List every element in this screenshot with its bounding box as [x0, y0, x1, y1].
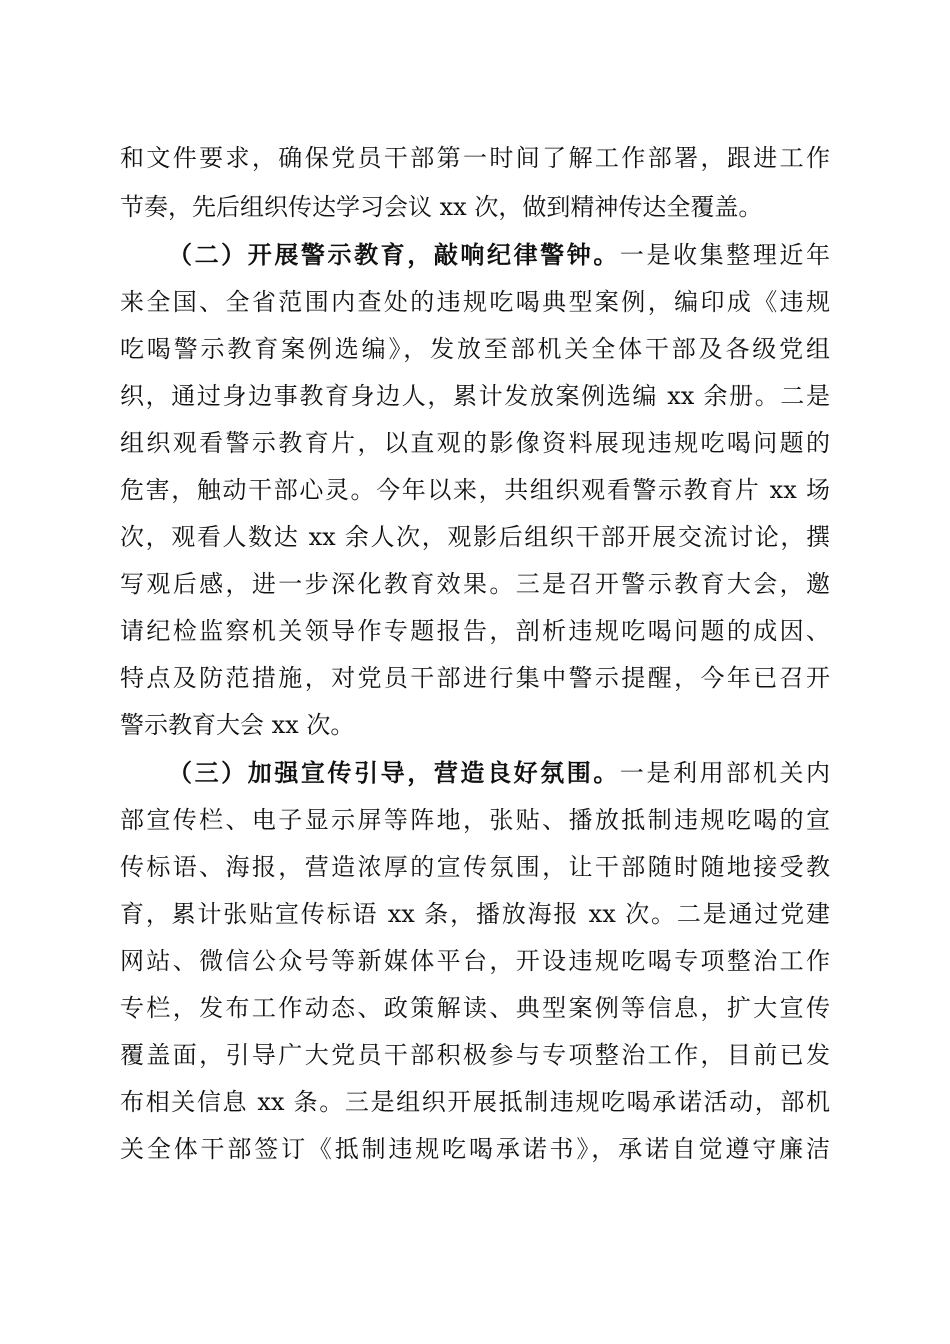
text-line: 关全体干部签订《抵制违规吃喝承诺书》，承诺自觉遵守廉洁 — [120, 1135, 830, 1163]
text-line: 部宣传栏、电子显示屏等阵地，张贴、播放抵制违规吃喝的宣 — [120, 806, 830, 834]
text-line: 布相关信息 xx 条。三是组织开展抵制违规吃喝承诺活动，部机 — [120, 1088, 830, 1116]
text-line: 危害，触动干部心灵。今年以来，共组织观看警示教育片 xx 场 — [120, 476, 830, 504]
text-line: 次，观看人数达 xx 余人次，观影后组织干部开展交流讨论，撰 — [120, 523, 830, 551]
text-run: 一是收集整理近年 — [619, 241, 830, 269]
text-line: 网站、微信公众号等新媒体平台，开设违规吃喝专项整治工作 — [120, 947, 830, 975]
section-heading: （三）加强宣传引导，营造良好氛围。 — [168, 758, 620, 787]
text-line: 织，通过身边事教育身边人，累计发放案例选编 xx 余册。二是 — [120, 382, 830, 410]
paragraph-first-line — [168, 233, 830, 277]
text-line: 警示教育大会 xx 次。 — [120, 711, 355, 739]
text-line: 覆盖面，引导广大党员干部积极参与专项整治工作，目前已发 — [120, 1041, 830, 1069]
text-line: 育，累计张贴宣传标语 xx 条，播放海报 xx 次。二是通过党建 — [120, 900, 830, 928]
text-line: 传标语、海报，营造浓厚的宣传氛围，让干部随时随地接受教 — [120, 853, 830, 881]
section-heading: （二）开展警示教育，敲响纪律警钟。 — [168, 240, 620, 269]
text-line: 写观后感，进一步深化教育效果。三是召开警示教育大会，邀 — [120, 570, 830, 598]
text-line: 和文件要求，确保党员干部第一时间了解工作部署，跟进工作 — [120, 144, 830, 172]
text-run: 一是利用部机关内 — [619, 759, 830, 787]
text-line: 组织观看警示教育片，以直观的影像资料展现违规吃喝问题的 — [120, 429, 830, 457]
text-line: 吃喝警示教育案例选编》，发放至部机关全体干部及各级党组 — [120, 335, 830, 363]
text-line: 来全国、全省范围内查处的违规吃喝典型案例，编印成《违规 — [120, 288, 830, 316]
text-line: 请纪检监察机关领导作专题报告，剖析违规吃喝问题的成因、 — [120, 617, 830, 645]
text-line: 特点及防范措施，对党员干部进行集中警示提醒，今年已召开 — [120, 664, 830, 692]
text-line: 节奏，先后组织传达学习会议 xx 次，做到精神传达全覆盖。 — [120, 193, 763, 221]
paragraph-first-line — [168, 751, 830, 795]
text-line: 专栏，发布工作动态、政策解读、典型案例等信息，扩大宣传 — [120, 994, 830, 1022]
